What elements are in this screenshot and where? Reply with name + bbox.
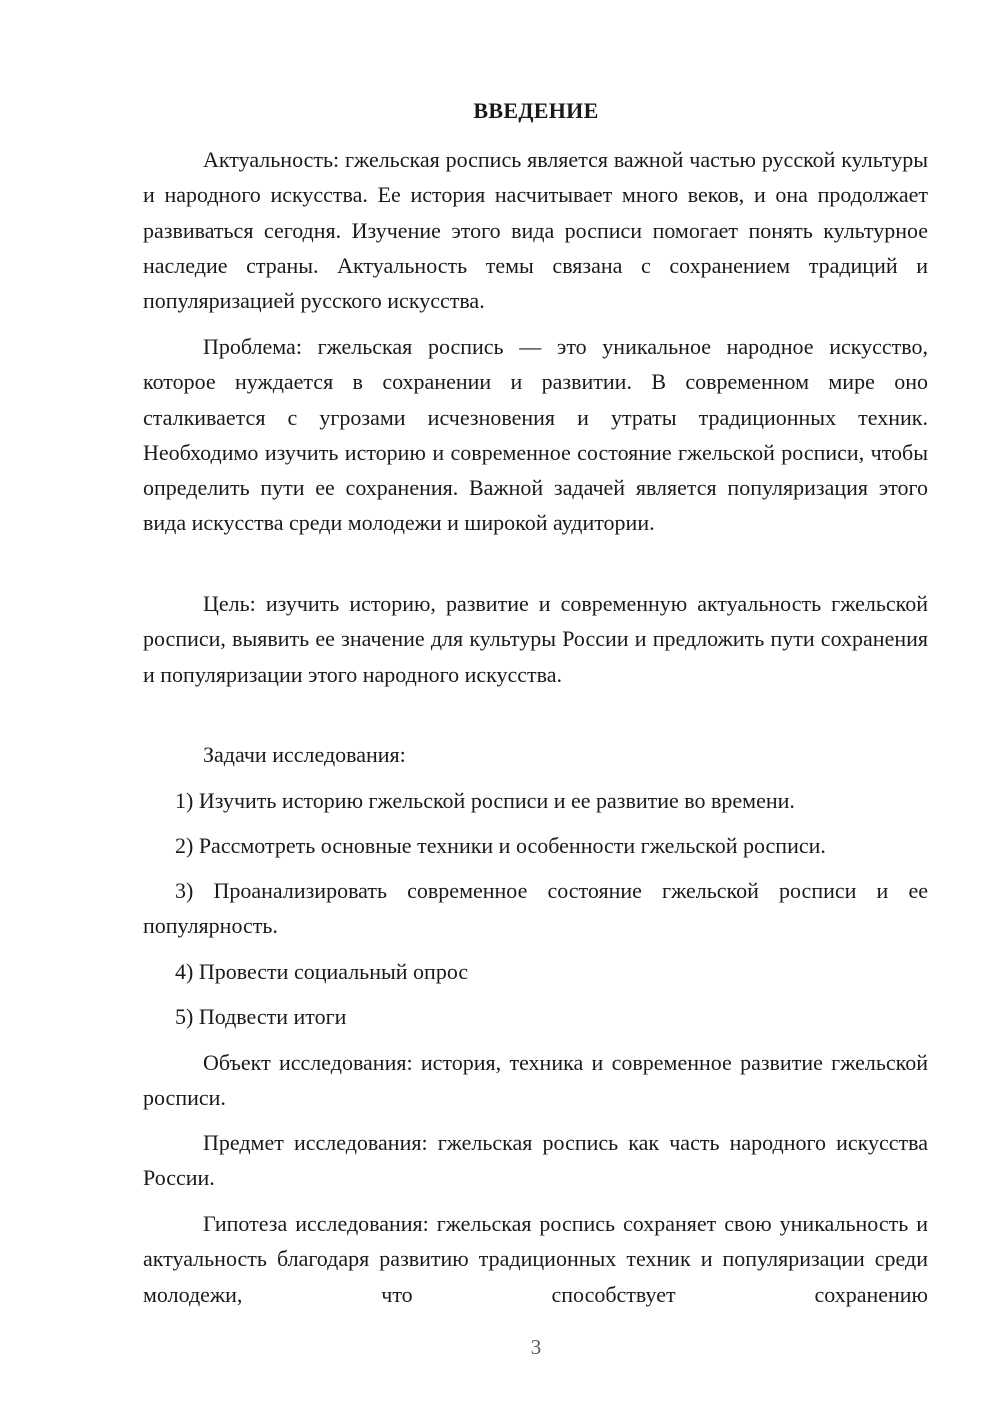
section-heading: ВВЕДЕНИЕ [473, 98, 599, 123]
task-item-2: 2) Рассмотреть основные техники и особенности гжельской росписи. [175, 833, 826, 858]
problem-paragraph: Проблема: гжельская роспись — это уникальное народное искусство, которое нуждается в сохранении и развитии. В современном мире оно сталкивается с угрозами исчезновения и утраты традиционных техник. Необходимо изучить историю и современное состояние гжельской росписи, чтобы определить пути ее сохранения. Важной задачей является популяризация этого вида искусства среди молодежи и широкой аудитории. [143, 334, 928, 536]
subject-paragraph: Предмет исследования: гжельская роспись как часть народного искусства России. [143, 1130, 928, 1191]
task-item-3: 3) Проанализировать современное состояние гжельской росписи и ее популярность. [143, 878, 928, 939]
task-item-4: 4) Провести социальный опрос [175, 959, 469, 984]
tasks-heading: Задачи исследования: [203, 742, 406, 767]
relevance-paragraph: Актуальность: гжельская роспись является важной частью русской культуры и народного искусства. Ее история насчитывает много веков, и она продолжает развиваться сегодня. Изучение этого вида росписи помогает понять культурное наследие страны. Актуальность темы связана с сохранением традиций и популяризацией русского искусства. [143, 147, 928, 314]
goal-paragraph: Цель: изучить историю, развитие и современную актуальность гжельской росписи, выявить ее значение для культуры России и предложить пути сохранения и популяризации этого народного искусства. [143, 591, 928, 687]
task-item-1: 1) Изучить историю гжельской росписи и ее развитие во времени. [175, 788, 795, 813]
object-paragraph: Объект исследования: история, техника и современное развитие гжельской росписи. [143, 1050, 928, 1111]
page-number: 3 [530, 1335, 542, 1359]
hypothesis-paragraph: Гипотеза исследования: гжельская роспись сохраняет свою уникальность и актуальность благодаря развитию традиционных техник и популяризации среди молодежи, что способствует сохранению [143, 1211, 928, 1307]
task-item-5: 5) Подвести итоги [175, 1004, 347, 1029]
